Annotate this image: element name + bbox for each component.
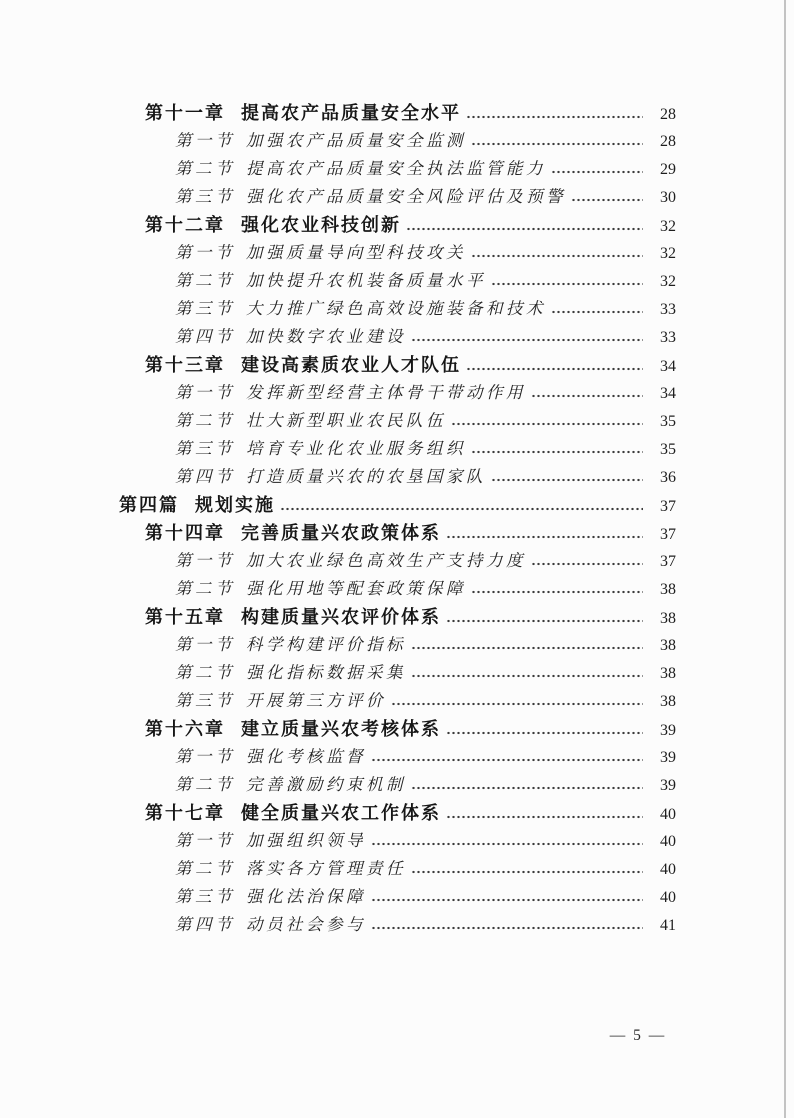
toc-dot-leader <box>371 758 643 762</box>
toc-page-number: 37 <box>660 526 676 543</box>
toc-dot-leader <box>491 282 643 286</box>
toc-list <box>0 99 676 939</box>
toc-dot-leader <box>411 786 643 790</box>
toc-entry <box>0 183 676 211</box>
toc-entry-title: 加强组织领导 <box>246 831 366 850</box>
toc-dot-leader <box>531 562 643 566</box>
toc-entry-label: 第十七章 <box>145 803 225 823</box>
toc-entry-label: 第十一章 <box>145 103 225 123</box>
toc-dot-leader <box>451 422 643 426</box>
toc-entry <box>0 323 676 351</box>
toc-dot-leader <box>411 870 643 874</box>
toc-entry-label: 第二节 <box>175 271 235 290</box>
toc-entry <box>0 575 676 603</box>
toc-dot-leader <box>371 926 643 930</box>
toc-entry-label: 第二节 <box>175 411 235 430</box>
toc-page-number: 38 <box>660 693 676 710</box>
toc-dot-leader <box>391 702 643 706</box>
toc-entry-title: 建立质量兴农考核体系 <box>241 719 441 739</box>
toc-page-number: 37 <box>660 498 676 515</box>
toc-entry-title: 建设高素质农业人才队伍 <box>241 355 461 375</box>
toc-entry-title: 培育专业化农业服务组织 <box>246 439 466 458</box>
toc-entry-label: 第一节 <box>175 831 235 850</box>
toc-page-number: 40 <box>660 806 676 823</box>
toc-page-number: 32 <box>660 218 676 235</box>
toc-entry <box>0 603 676 631</box>
toc-entry-label: 第三节 <box>175 187 235 206</box>
toc-entry-title: 大力推广绿色高效设施装备和技术 <box>246 299 546 318</box>
toc-page-number: 41 <box>660 917 676 934</box>
toc-entry-label: 第十四章 <box>145 523 225 543</box>
toc-page-number: 33 <box>660 301 676 318</box>
toc-page-number: 38 <box>660 665 676 682</box>
toc-entry <box>0 351 676 379</box>
toc-entry <box>0 743 676 771</box>
toc-entry-title: 加强农产品质量安全监测 <box>246 131 466 150</box>
toc-entry-title: 落实各方管理责任 <box>246 859 406 878</box>
toc-entry-label: 第二节 <box>175 859 235 878</box>
toc-page-number: 33 <box>660 329 676 346</box>
toc-entry-title: 规划实施 <box>195 495 275 515</box>
toc-entry <box>0 883 676 911</box>
toc-entry-title: 动员社会参与 <box>246 915 366 934</box>
toc-entry-title: 打造质量兴农的农垦国家队 <box>246 467 486 486</box>
toc-entry <box>0 267 676 295</box>
toc-page-number: 39 <box>660 722 676 739</box>
toc-page-number: 34 <box>660 385 676 402</box>
toc-entry-title: 发挥新型经营主体骨干带动作用 <box>246 383 526 402</box>
toc-entry <box>0 239 676 267</box>
toc-entry <box>0 911 676 939</box>
toc-entry <box>0 463 676 491</box>
toc-entry-label: 第一节 <box>175 635 235 654</box>
toc-entry <box>0 127 676 155</box>
toc-page-number: 34 <box>660 358 676 375</box>
toc-entry-title: 加快数字农业建设 <box>246 327 406 346</box>
toc-page-number: 38 <box>660 637 676 654</box>
toc-dot-leader <box>531 394 643 398</box>
toc-entry <box>0 491 676 519</box>
toc-entry-title: 强化法治保障 <box>246 887 366 906</box>
toc-entry-label: 第一节 <box>175 551 235 570</box>
toc-entry <box>0 659 676 687</box>
toc-dot-leader <box>551 310 643 314</box>
toc-dot-leader <box>371 842 643 846</box>
toc-entry-label: 第一节 <box>175 131 235 150</box>
toc-entry-title: 加大农业绿色高效生产支持力度 <box>246 551 526 570</box>
toc-dot-leader <box>571 198 643 202</box>
toc-entry-label: 第四节 <box>175 915 235 934</box>
toc-entry-label: 第一节 <box>175 747 235 766</box>
toc-entry-label: 第三节 <box>175 887 235 906</box>
toc-page-number: 39 <box>660 749 676 766</box>
toc-entry <box>0 799 676 827</box>
toc-dot-leader <box>491 478 643 482</box>
toc-page-number: 37 <box>660 553 676 570</box>
toc-page-number: 32 <box>660 273 676 290</box>
toc-entry <box>0 99 676 127</box>
toc-entry-label: 第二节 <box>175 663 235 682</box>
toc-page-number: 35 <box>660 413 676 430</box>
toc-entry <box>0 211 676 239</box>
toc-entry-title: 提高农产品质量安全执法监管能力 <box>246 159 546 178</box>
toc-dot-leader <box>411 646 643 650</box>
toc-dot-leader <box>446 731 643 735</box>
toc-entry-title: 健全质量兴农工作体系 <box>241 803 441 823</box>
toc-entry <box>0 631 676 659</box>
toc-page-number: 35 <box>660 441 676 458</box>
toc-entry-label: 第三节 <box>175 299 235 318</box>
toc-entry <box>0 771 676 799</box>
toc-entry <box>0 687 676 715</box>
toc-entry-label: 第十二章 <box>145 215 225 235</box>
toc-dot-leader <box>280 507 643 511</box>
toc-entry <box>0 379 676 407</box>
toc-page-number: 28 <box>660 106 676 123</box>
toc-entry <box>0 715 676 743</box>
toc-entry-title: 完善激励约束机制 <box>246 775 406 794</box>
toc-entry-title: 加快提升农机装备质量水平 <box>246 271 486 290</box>
toc-dot-leader <box>471 254 643 258</box>
toc-dot-leader <box>411 674 643 678</box>
toc-dot-leader <box>466 115 643 119</box>
toc-entry-title: 强化用地等配套政策保障 <box>246 579 466 598</box>
toc-page-number: 29 <box>660 161 676 178</box>
toc-page-number: 28 <box>660 133 676 150</box>
toc-entry-title: 强化农产品质量安全风险评估及预警 <box>246 187 566 206</box>
toc-entry-title: 强化指标数据采集 <box>246 663 406 682</box>
toc-page-number: 39 <box>660 777 676 794</box>
toc-entry-title: 加强质量导向型科技攻关 <box>246 243 466 262</box>
toc-dot-leader <box>411 338 643 342</box>
toc-entry <box>0 295 676 323</box>
toc-entry-title: 科学构建评价指标 <box>246 635 406 654</box>
toc-dot-leader <box>471 142 643 146</box>
toc-entry-label: 第四篇 <box>119 495 179 515</box>
toc-entry-title: 壮大新型职业农民队伍 <box>246 411 446 430</box>
toc-dot-leader <box>446 535 643 539</box>
toc-page-number: 30 <box>660 189 676 206</box>
toc-entry-label: 第三节 <box>175 439 235 458</box>
toc-entry <box>0 407 676 435</box>
toc-entry-label: 第一节 <box>175 383 235 402</box>
toc-entry <box>0 435 676 463</box>
toc-dot-leader <box>466 367 643 371</box>
toc-entry-label: 第一节 <box>175 243 235 262</box>
scan-edge-line <box>784 0 786 1118</box>
toc-entry-label: 第四节 <box>175 467 235 486</box>
page-footer-number: — 5 — <box>609 1027 667 1044</box>
toc-dot-leader <box>471 590 643 594</box>
toc-entry <box>0 855 676 883</box>
toc-page-number: 38 <box>660 581 676 598</box>
toc-entry <box>0 155 676 183</box>
toc-page-number: 32 <box>660 245 676 262</box>
toc-page-number: 40 <box>660 861 676 878</box>
toc-entry-title: 完善质量兴农政策体系 <box>241 523 441 543</box>
toc-entry-title: 强化考核监督 <box>246 747 366 766</box>
toc-page-number: 40 <box>660 833 676 850</box>
toc-dot-leader <box>446 619 643 623</box>
toc-entry <box>0 519 676 547</box>
toc-entry-label: 第二节 <box>175 579 235 598</box>
toc-dot-leader <box>471 450 643 454</box>
toc-entry-title: 强化农业科技创新 <box>241 215 401 235</box>
toc-page-number: 38 <box>660 610 676 627</box>
toc-entry-title: 构建质量兴农评价体系 <box>241 607 441 627</box>
toc-dot-leader <box>406 227 643 231</box>
toc-dot-leader <box>371 898 643 902</box>
toc-entry-label: 第二节 <box>175 159 235 178</box>
toc-entry-label: 第十五章 <box>145 607 225 627</box>
toc-dot-leader <box>551 170 643 174</box>
toc-entry <box>0 827 676 855</box>
toc-entry-label: 第二节 <box>175 775 235 794</box>
toc-page-number: 36 <box>660 469 676 486</box>
toc-dot-leader <box>446 815 643 819</box>
toc-page-number: 40 <box>660 889 676 906</box>
toc-entry-label: 第三节 <box>175 691 235 710</box>
toc-entry-label: 第十六章 <box>145 719 225 739</box>
toc-entry-title: 开展第三方评价 <box>246 691 386 710</box>
toc-entry <box>0 547 676 575</box>
toc-entry-label: 第四节 <box>175 327 235 346</box>
toc-entry-label: 第十三章 <box>145 355 225 375</box>
toc-entry-title: 提高农产品质量安全水平 <box>241 103 461 123</box>
